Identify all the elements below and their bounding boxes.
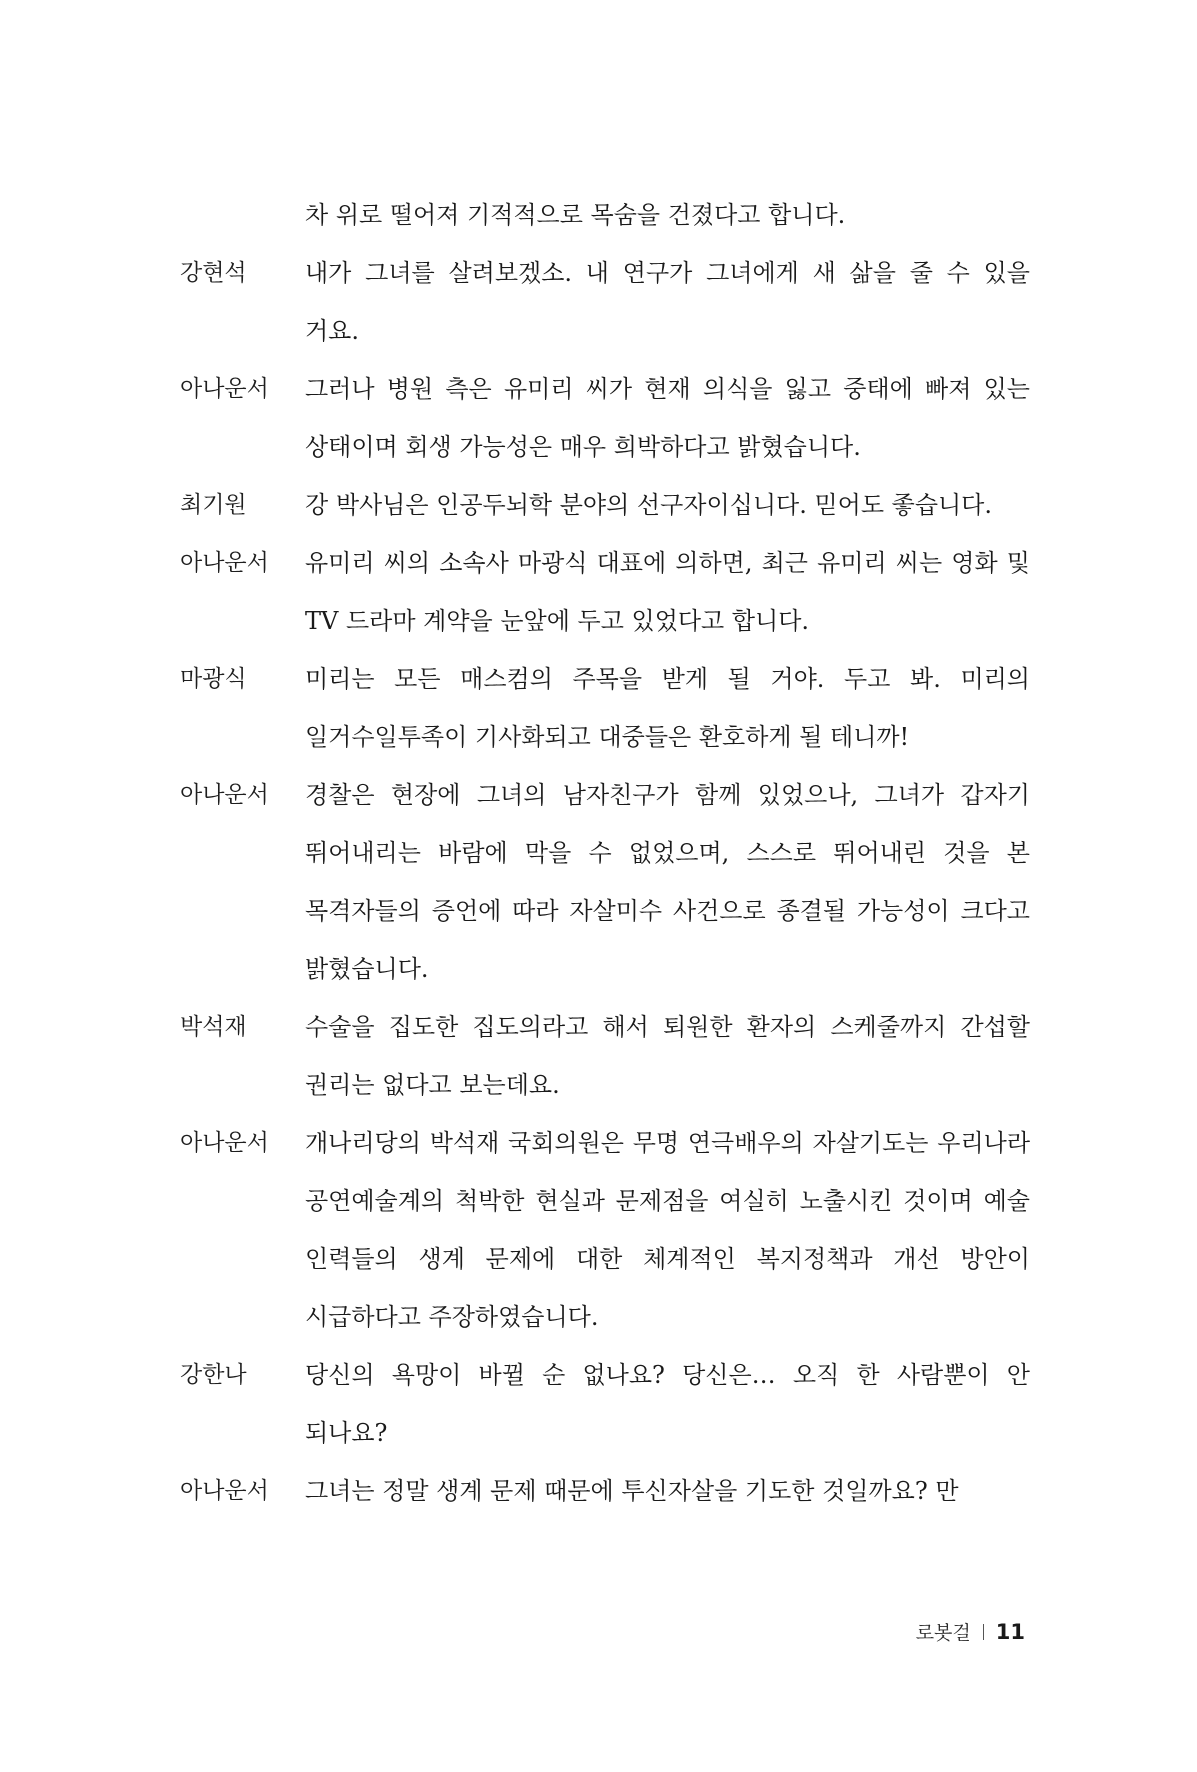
speaker-name: 박석재	[180, 1014, 247, 1040]
dialogue-entry	[180, 360, 1030, 476]
dialogue-text: 강 박사님은 인공두뇌학 분야의 선구자이십니다. 믿어도 좋습니다.	[305, 491, 992, 519]
dialogue-text: 당신의 욕망이 바뀔 순 없나요? 당신은… 오직 한 사람뿐이 안 되나요?	[305, 1361, 1030, 1447]
dialogue-text: 개나리당의 박석재 국회의원은 무명 연극배우의 자살기도는 우리나라 공연예술계의 척박한 현실과 문제점을 여실히 노출시킨 것이며 예술 인력들의 생계 문제에 대한 체계적인 복지정책과 개선 방안이 시급하다고 주장하였습니다.	[305, 1129, 1030, 1331]
dialogue-entry	[180, 1462, 1030, 1520]
speaker-name: 최기원	[180, 492, 247, 518]
dialogue-text: 유미리 씨의 소속사 마광식 대표에 의하면, 최근 유미리 씨는 영화 및 TV 드라마 계약을 눈앞에 두고 있었다고 합니다.	[305, 549, 1030, 635]
speaker-name: 아나운서	[180, 782, 269, 808]
dialogue-text: 그녀는 정말 생계 문제 때문에 투신자살을 기도한 것일까요? 만	[305, 1477, 959, 1505]
speaker-name: 강한나	[180, 1362, 247, 1388]
dialogue-text: 수술을 집도한 집도의라고 해서 퇴원한 환자의 스케줄까지 간섭할 권리는 없다고 보는데요.	[305, 1013, 1030, 1099]
speaker-name: 마광식	[180, 666, 247, 692]
dialogue-entry	[180, 766, 1030, 998]
page-footer	[916, 1618, 1025, 1645]
dialogue-text: 내가 그녀를 살려보겠소. 내 연구가 그녀에게 새 삶을 줄 수 있을 거요.	[305, 259, 1030, 345]
script-body	[180, 186, 1030, 1520]
dialogue-entry	[180, 1346, 1030, 1462]
dialogue-text: 경찰은 현장에 그녀의 남자친구가 함께 있었으나, 그녀가 갑자기 뛰어내리는 바람에 막을 수 없었으며, 스스로 뛰어내린 것을 본 목격자들의 증언에 따라 자살미수 사건으로 종결될 가능성이 크다고 밝혔습니다.	[305, 781, 1030, 983]
dialogue-text: 그러나 병원 측은 유미리 씨가 현재 의식을 잃고 중태에 빠져 있는 상태이며 회생 가능성은 매우 희박하다고 밝혔습니다.	[305, 375, 1030, 461]
page-number: 11	[995, 1619, 1025, 1644]
dialogue-text: 미리는 모든 매스컴의 주목을 받게 될 거야. 두고 봐. 미리의 일거수일투족이 기사화되고 대중들은 환호하게 될 테니까!	[305, 665, 1030, 751]
dialogue-entry	[180, 244, 1030, 360]
footer-divider	[983, 1624, 984, 1640]
continuation-line	[180, 186, 1030, 244]
speaker-name: 아나운서	[180, 550, 269, 576]
dialogue-text: 차 위로 떨어져 기적적으로 목숨을 건졌다고 합니다.	[305, 201, 846, 229]
book-title: 로봇걸	[915, 1622, 971, 1644]
dialogue-entry	[180, 534, 1030, 650]
speaker-name: 강현석	[180, 260, 247, 286]
speaker-name: 아나운서	[180, 1130, 269, 1156]
speaker-name: 아나운서	[180, 1478, 269, 1504]
dialogue-entry	[180, 1114, 1030, 1346]
speaker-name: 아나운서	[180, 376, 269, 402]
dialogue-entry	[180, 998, 1030, 1114]
dialogue-entry	[180, 476, 1030, 534]
dialogue-entry	[180, 650, 1030, 766]
